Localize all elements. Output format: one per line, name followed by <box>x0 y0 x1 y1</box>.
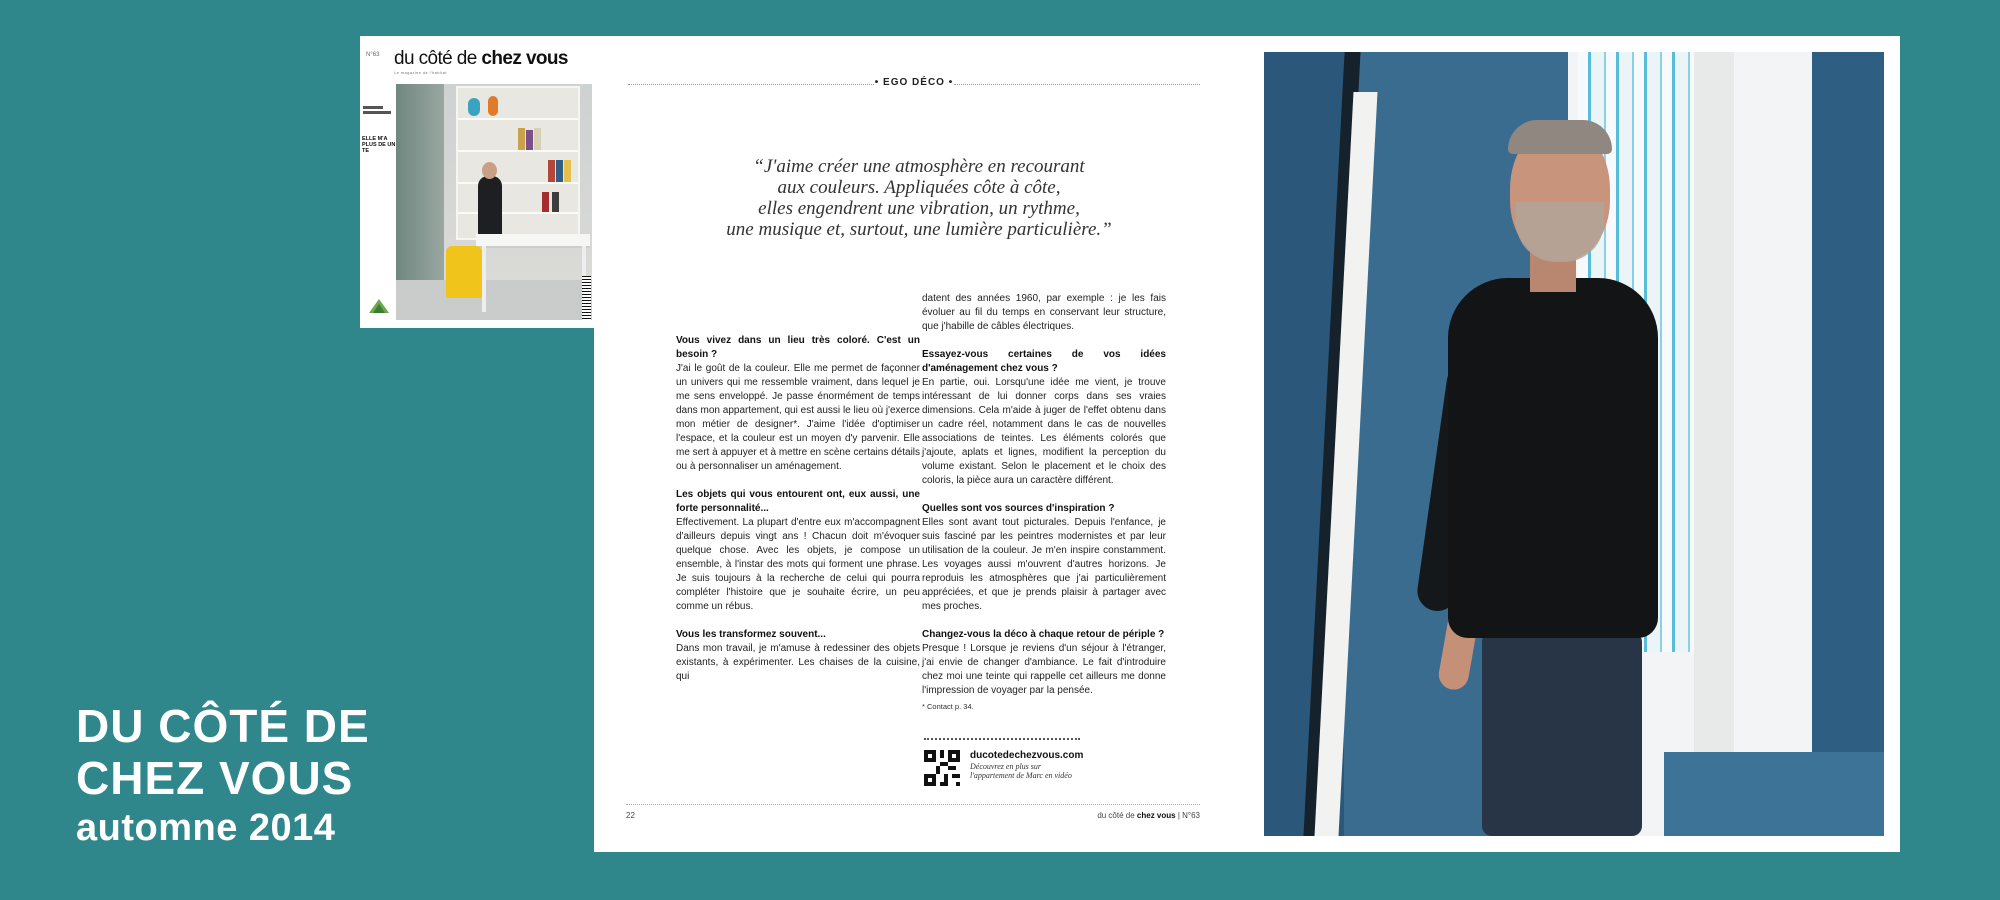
cover-teaser: ELLE M'A PLUS DE UN TE <box>362 136 396 154</box>
interview-question: Vous les transformez souvent... <box>676 629 826 640</box>
web-link-box[interactable] <box>924 738 1084 790</box>
cover-photo <box>396 84 592 320</box>
magazine-spread <box>594 36 1900 852</box>
page-number: 22 <box>626 811 635 820</box>
cover-logo: du côté de chez vous <box>394 48 568 69</box>
title-line-1: DU CÔTÉ DE <box>76 700 370 752</box>
interview-answer: J'ai le goût de la couleur. Elle me permet de façonner un univers qui me ressemble vraiment, dans lequel je me sens enveloppé. Je passe énormément de temps dans mon appartement, qui est aussi le lieu où j'exerce mon métier de designer*. J'aime l'idée d'optimiser l'espace, et la couleur est un moyen d'y parvenir. Elle me sert à appuyer et à mettre en scène certains détails ou à personnaliser un aménagement. <box>676 363 921 472</box>
interview-answer: Elles sont avant tout picturales. Depuis l'enfance, je suis fasciné par les peintres modernistes et par leur utilisation de la couleur. Je m'en inspire constamment. Les voyages aussi m'ouvrent d'autres horizons. Je reproduis les atmosphères que j'ai particulièrement appréciées, et que je prends plaisir à partager avec mes proches. <box>922 517 1166 612</box>
interview-question: Quelles sont vos sources d'inspiration ? <box>922 503 1115 514</box>
interview-answer: Effectivement. La plupart d'entre eux m'accompagnent d'ailleurs depuis vingt ans ! Chacun doit m'évoquer quelque chose. Avec les objets, je compose un ensemble, à l'instar des mots qui forment une phrase. Je suis toujours à la recherche de celui qui pourra compléter l'histoire que je souhaite écrire, un peu comme un rébus. <box>676 517 920 612</box>
interview-answer-continued: datent des années 1960, par exemple : je les fais évoluer au fil du temps en conservant leur structure, que j'habille de câbles électriques. <box>922 293 1166 332</box>
section-rubric <box>628 76 1200 92</box>
magazine-cover-thumbnail[interactable] <box>360 36 594 328</box>
article-column-2 <box>922 292 1166 712</box>
footnote: * Contact p. 34. <box>922 702 974 711</box>
cover-text-lines <box>363 106 397 116</box>
footer-issue: N°63 <box>1182 811 1200 820</box>
web-description: Découvrez en plus sur l'appartement de Marc en vidéo <box>970 762 1072 780</box>
rubric-label: • EGO DÉCO • <box>874 77 954 88</box>
interview-question: Les objets qui vous entourent ont, eux aussi, une forte personnalité... <box>676 489 920 514</box>
qr-code-icon[interactable] <box>924 750 960 786</box>
portrait-photo <box>1264 52 1884 836</box>
leroy-merlin-logo-icon <box>368 298 390 314</box>
interview-answer: Presque ! Lorsque je reviens d'un séjour à l'étranger, j'ai envie de changer d'ambiance. Le fait d'introduire chez moi une teinte qui rappelle cet ailleurs me donne l'impression de voyager par la pensée. <box>922 643 1166 696</box>
title-season: automne 2014 <box>76 807 336 849</box>
interview-answer: En partie, oui. Lorsqu'une idée me vient, je trouve intéressant de lui donner corps dans ses vraies dimensions. Cela m'aide à juger de l'effet obtenu dans un cadre réel, notamment dans le cas de nouvelles associations de teintes. Les éléments colorés que j'ajoute, aplats et lignes, modifient la perception du volume existant. Selon le placement et le choix des coloris, la pièce aura un caractère différent. <box>922 377 1166 486</box>
title-line-2: CHEZ VOUS <box>76 752 354 804</box>
interview-question: Vous vivez dans un lieu très coloré. C'est un besoin ? <box>676 335 920 360</box>
article-column-1 <box>676 334 920 684</box>
web-url[interactable]: ducotedechezvous.com <box>970 750 1084 761</box>
barcode-icon <box>582 276 591 320</box>
footer-brand: du côté de chez vous | N°63 <box>1097 811 1200 820</box>
interview-question: Essayez-vous certaines de vos idées d'aménagement chez vous ? <box>922 349 1166 374</box>
article-page <box>594 36 1264 852</box>
magazine-title <box>76 700 370 852</box>
cover-tagline: Le magazine de l'habitat <box>394 70 447 75</box>
page-footer <box>626 804 1200 821</box>
pull-quote: “J'aime créer une atmosphère en recourant aux couleurs. Appliquées côte à côte, elles engendrent une vibration, un rythme, une musique et, surtout, une lumière particulière.” <box>726 156 1112 240</box>
interview-question: Changez-vous la déco à chaque retour de périple ? <box>922 629 1165 640</box>
interview-answer: Dans mon travail, je m'amuse à redessiner des objets existants, à expérimenter. Les chaises de la cuisine, qui <box>676 643 920 682</box>
cover-issue-number: N°63 <box>366 52 380 58</box>
